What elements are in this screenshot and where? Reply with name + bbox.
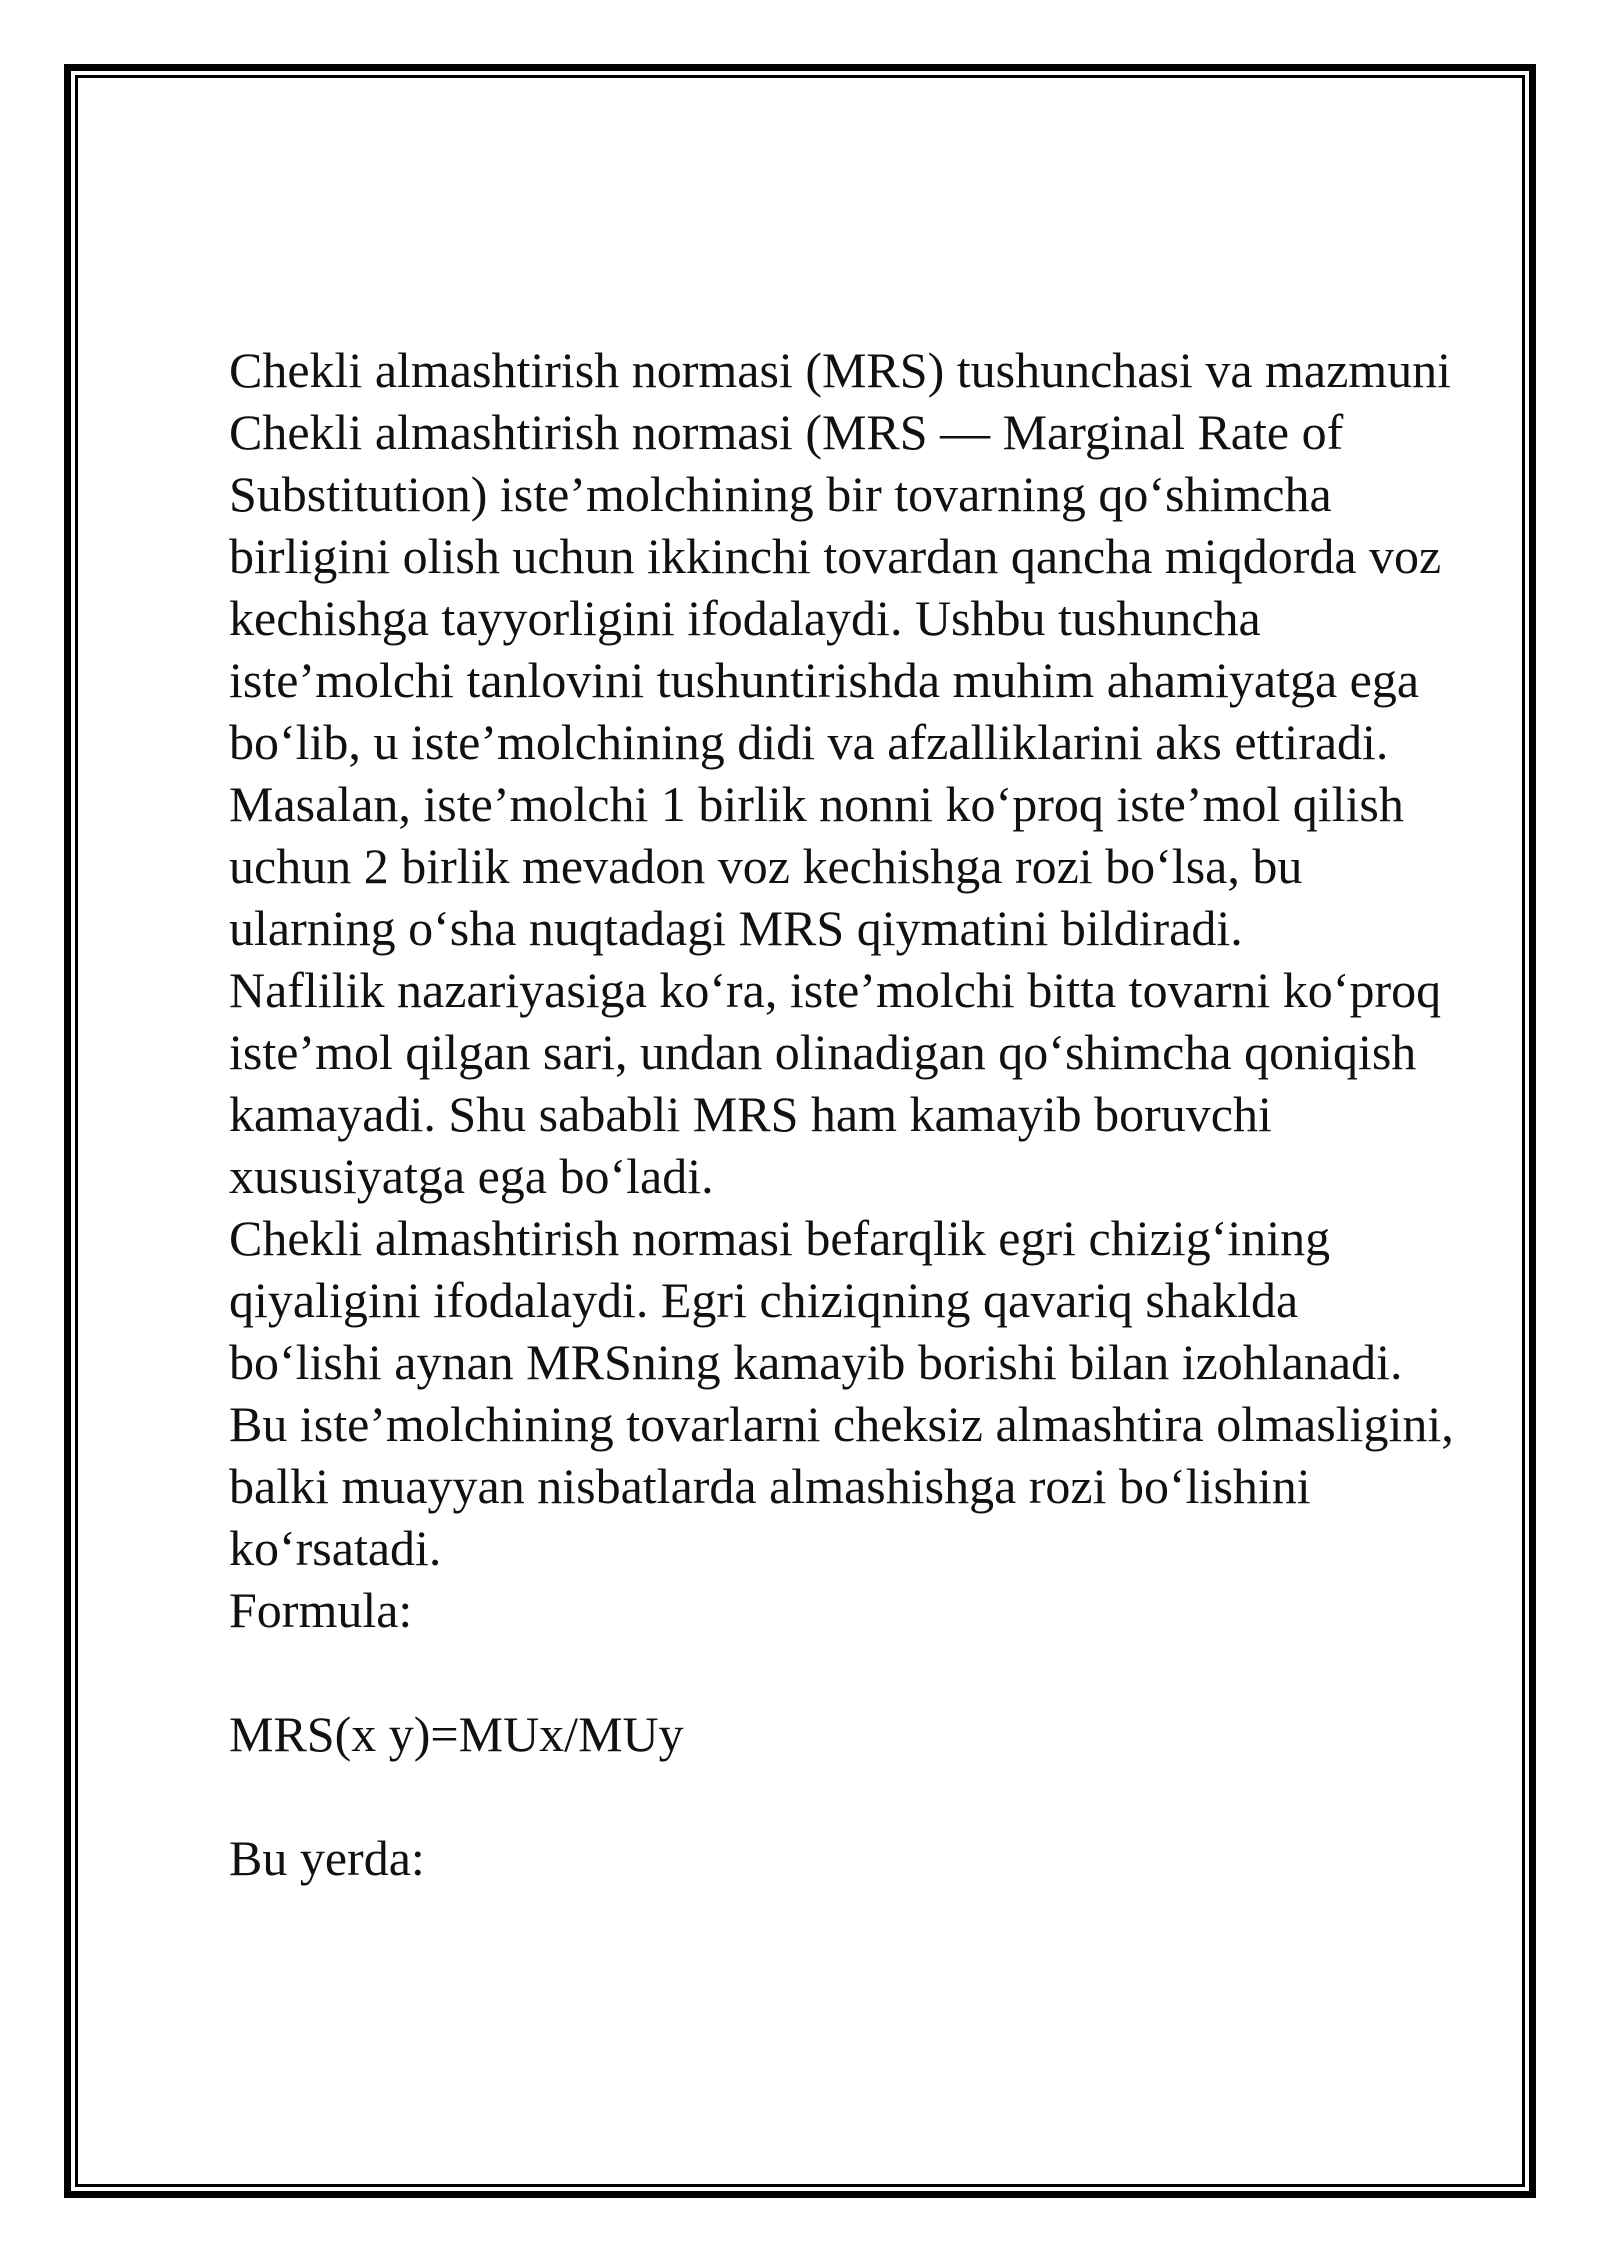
spacer: [229, 1641, 1459, 1703]
document-body: [229, 339, 1459, 1889]
where-label: Bu yerda:: [229, 1830, 425, 1886]
formula: MRS(x y)=MUx/MUy: [229, 1706, 684, 1762]
formula-label: Formula:: [229, 1582, 413, 1638]
paragraph-utility-theory: Naflilik nazariyasiga ko‘ra, iste’molchi bitta tovarni ko‘proq iste’mol qilgan sari, undan olinadigan qo‘shimcha qoniqish kamayadi. Shu sababli MRS ham kamayib boruvchi xususiyatga ega bo‘ladi.: [229, 962, 1442, 1204]
paragraph-example: Masalan, iste’molchi 1 birlik nonni ko‘proq iste’mol qilish uchun 2 birlik mevadon voz kechishga rozi bo‘lsa, bu ularning o‘sha nuqtadagi MRS qiymatini bildiradi.: [229, 776, 1404, 956]
document-title: Chekli almashtirish normasi (MRS) tushunchasi va mazmuni: [229, 342, 1452, 398]
paragraph-indifference-curve: Chekli almashtirish normasi befarqlik egri chizig‘ining qiyaligini ifodalaydi. Egri chiziqning qavariq shaklda bo‘lishi aynan MRSning kamayib borishi bilan izohlanadi. Bu iste’molchining tovarlarni cheksiz almashtira olmasligini, balki muayyan nisbatlarda almashishga rozi bo‘lishini ko‘rsatadi.: [229, 1210, 1454, 1576]
paragraph-definition: Chekli almashtirish normasi (MRS — Marginal Rate of Substitution) iste’molchining bir tovarning qo‘shimcha birligini olish uchun ikkinchi tovardan qancha miqdorda voz kechishga tayyorligini ifodalaydi. Ushbu tushuncha iste’molchi tanlovini tushuntirishda muhim ahamiyatga ega bo‘lib, u iste’molchining didi va afzalliklarini aks ettiradi.: [229, 404, 1442, 770]
spacer: [229, 1765, 1459, 1827]
